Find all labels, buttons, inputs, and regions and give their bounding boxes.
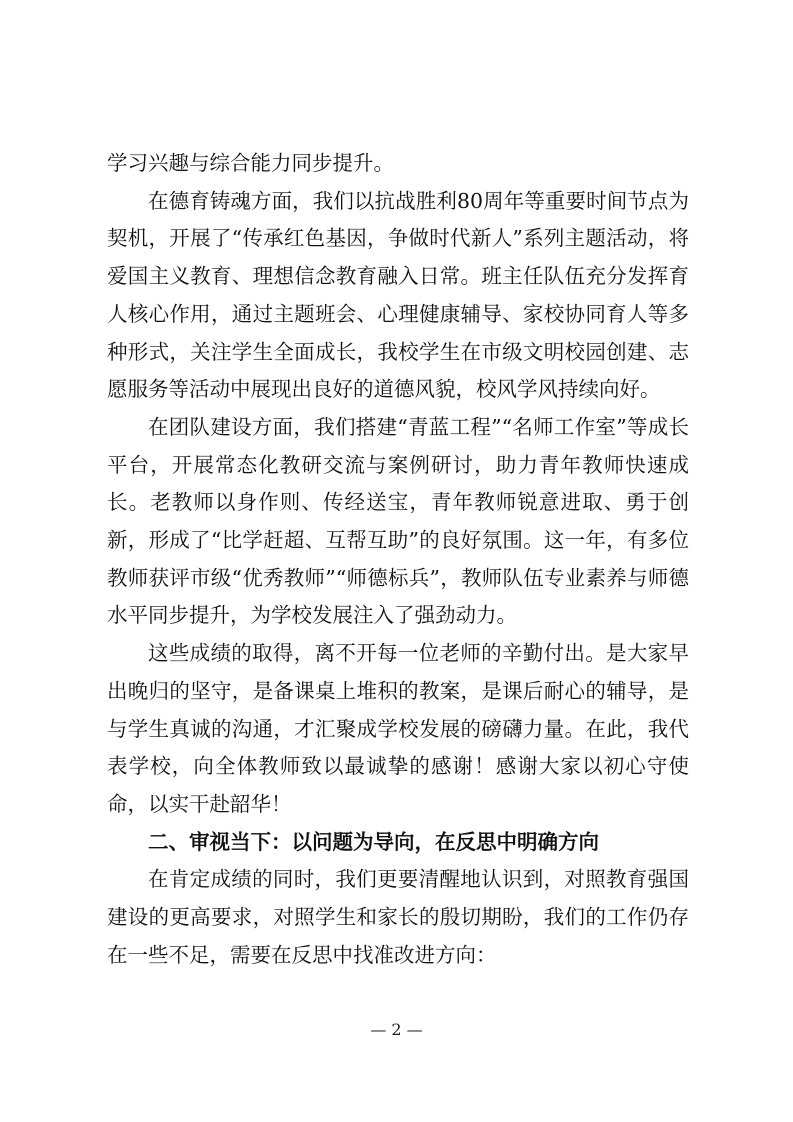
page-number: — 2 — [370, 1020, 423, 1039]
section-heading: 二、审视当下：以问题为导向，在反思中明确方向 [148, 829, 599, 854]
paragraph-team-building: 在团队建设方面，我们搭建“青蓝工程”“名师工作室”等成长平台，开展常态化教研交流与案例研讨，助力青年教师快速成长。老教师以身作则、传经送宝，青年教师锐意进取、勇于创新，形成了“比学赶超、互帮互助”的良好氛围。这一年，有多位教师获评市级“优秀教师”“师德标兵”，教师队伍专业素养与师德水平同步提升，为学校发展注入了强劲动力。 [107, 414, 689, 628]
paragraph-moral-education: 在德育铸魂方面，我们以抗战胜利80周年等重要时间节点为契机，开展了“传承红色基因，争做时代新人”系列主题活动，将爱国主义教育、理想信念教育融入日常。班主任队伍充分发挥育人核心作用，通过主题班会、心理健康辅导、家校协同育人等多种形式，关注学生全面成长，我校学生在市级文明校园创建、志愿服务等活动中展现出良好的道德风貌，校风学风持续向好。 [107, 188, 689, 402]
paragraph-thanks: 这些成绩的取得，离不开每一位老师的辛勤付出。是大家早出晚归的坚守，是备课桌上堆积的教案，是课后耐心的辅导，是与学生真诚的沟通，才汇聚成学校发展的磅礴力量。在此，我代表学校，向全体教师致以最诚挚的感谢！感谢大家以初心守使命，以实干赴韶华！ [107, 641, 689, 816]
paragraph-reflection: 在肯定成绩的同时，我们更要清醒地认识到，对照教育强国建设的更高要求，对照学生和家长的殷切期盼，我们的工作仍存在一些不足，需要在反思中找准改进方向： [107, 867, 689, 967]
paragraph-continuation: 学习兴趣与综合能力同步提升。 [107, 151, 394, 175]
document-body [107, 145, 689, 974]
